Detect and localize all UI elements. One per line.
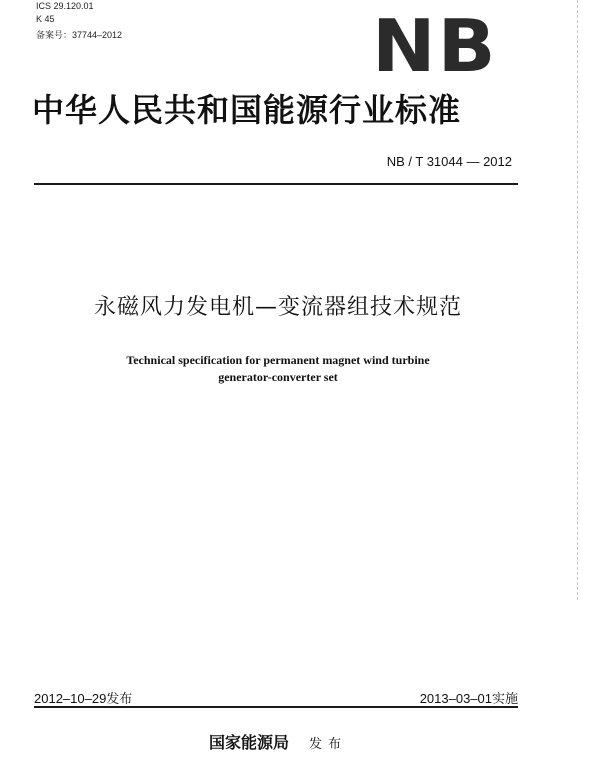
publish-label: 发布	[309, 737, 348, 752]
issue-date: 2012–10–29发布	[34, 691, 133, 706]
ics-code: ICS 29.120.01	[36, 1, 94, 11]
publisher-name: 国家能源局	[208, 733, 289, 752]
nb-logo: NB	[372, 3, 498, 88]
document-title-cn: 永磁风力发电机—变流器组技术规范	[93, 295, 462, 320]
scan-binding-edge	[576, 0, 578, 600]
standard-number: NB / T 31044 — 2012	[386, 154, 512, 169]
ccs-code: K 45	[36, 14, 55, 24]
document-title-en-line1: Technical specification for permanent magnet wind turbine	[126, 353, 430, 367]
standard-category-title: 中华人民共和国能源行业标准	[32, 91, 462, 129]
implementation-date: 2013–03–01实施	[419, 691, 518, 706]
record-number: 备案号：37744–2012	[36, 30, 123, 40]
publisher-line	[0, 730, 556, 753]
top-divider	[34, 183, 518, 185]
bottom-divider	[34, 706, 518, 708]
document-title-en	[0, 352, 556, 386]
document-title-en-line2: generator-converter set	[218, 370, 338, 384]
